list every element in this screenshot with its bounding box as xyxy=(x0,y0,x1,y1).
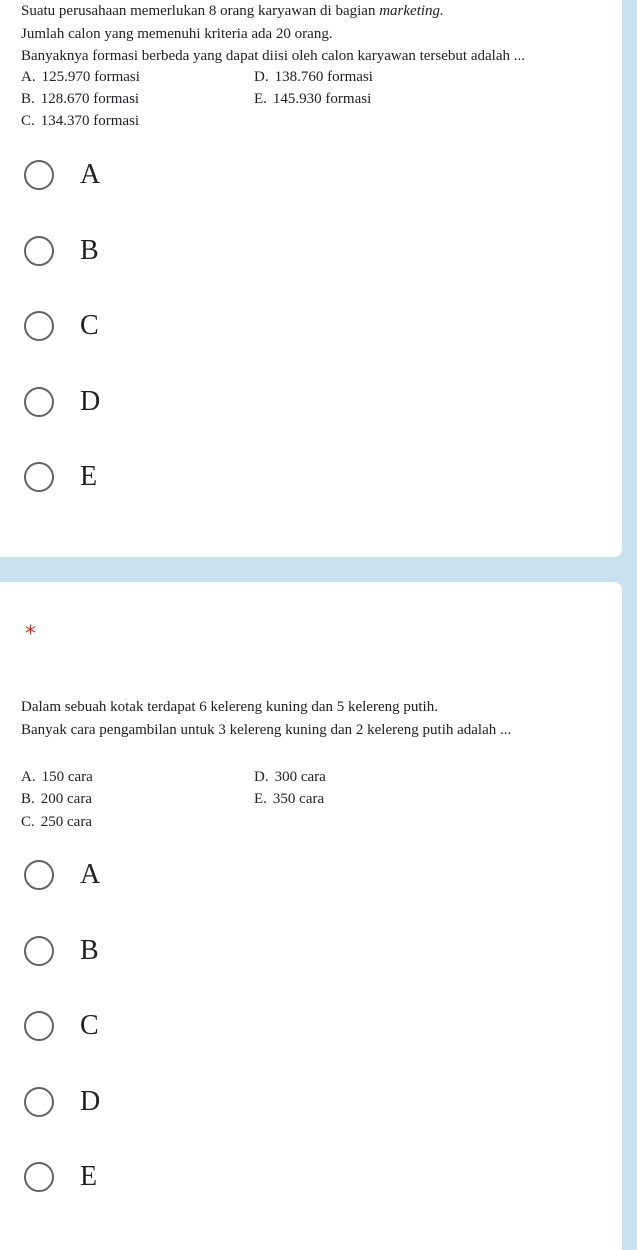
choice-label: E xyxy=(80,1161,98,1192)
choice-label: E xyxy=(80,461,98,492)
question-2-line-2: Banyak cara pengambilan untuk 3 kelereng kuning dan 2 kelereng putih adalah ... xyxy=(21,721,512,738)
choice-label: B xyxy=(80,235,99,266)
choice-label: D xyxy=(80,1086,101,1117)
question-1-line-1: Suatu perusahaan memerlukan 8 orang karyawan di bagian marketing. xyxy=(21,3,444,19)
question-1-choice-d[interactable] xyxy=(24,382,100,422)
radio-button[interactable] xyxy=(24,936,54,966)
question-1-choice-e[interactable] xyxy=(24,457,97,497)
question-2-choice-b[interactable] xyxy=(24,931,99,971)
question-1-option-b-text: B. 128.670 formasi xyxy=(21,91,140,107)
question-2-choice-a[interactable] xyxy=(24,855,100,895)
question-2-text xyxy=(21,696,511,741)
radio-button[interactable] xyxy=(24,387,54,417)
question-1-text xyxy=(21,0,525,68)
question-1-choice-b[interactable] xyxy=(24,231,99,271)
question-2-choice-d[interactable] xyxy=(24,1082,100,1122)
question-2-option-a-text: A. 150 cara xyxy=(21,769,93,785)
question-card-1 xyxy=(0,0,622,557)
question-1-option-d-text: D. 138.760 formasi xyxy=(254,69,373,85)
required-asterisk: * xyxy=(25,622,36,647)
choice-label: C xyxy=(80,1010,99,1041)
question-2-option-e-text: E. 350 cara xyxy=(254,791,325,807)
question-1-option-c-text: C. 134.370 formasi xyxy=(21,113,140,129)
question-2-option-d-text: D. 300 cara xyxy=(254,769,326,785)
radio-button[interactable] xyxy=(24,462,54,492)
question-2-choice-c[interactable] xyxy=(24,1006,99,1046)
radio-button[interactable] xyxy=(24,1011,54,1041)
choice-label: D xyxy=(80,386,101,417)
question-1-choice-a[interactable] xyxy=(24,155,100,195)
question-2-line-1: Dalam sebuah kotak terdapat 6 kelereng kuning dan 5 kelereng putih. xyxy=(21,699,438,715)
question-1-line-3: Banyaknya formasi berbeda yang dapat diisi oleh calon karyawan tersebut adalah ... xyxy=(21,48,525,64)
radio-button[interactable] xyxy=(24,236,54,266)
question-1-option-a-text: A. 125.970 formasi xyxy=(21,69,140,85)
radio-button[interactable] xyxy=(24,1087,54,1117)
radio-button[interactable] xyxy=(24,311,54,341)
radio-button[interactable] xyxy=(24,860,54,890)
radio-button[interactable] xyxy=(24,1162,54,1192)
choice-label: A xyxy=(80,159,101,190)
choice-label: A xyxy=(80,859,101,890)
question-1-option-e-text: E. 145.930 formasi xyxy=(254,91,372,107)
radio-button[interactable] xyxy=(24,160,54,190)
choice-label: B xyxy=(80,935,99,966)
question-1-choice-c[interactable] xyxy=(24,306,99,346)
choice-label: C xyxy=(80,310,99,341)
question-card-2 xyxy=(0,582,622,1250)
question-2-choice-e[interactable] xyxy=(24,1157,97,1197)
question-1-line-2: Jumlah calon yang memenuhi kriteria ada 20 orang. xyxy=(21,25,333,42)
question-2-option-c-text: C. 250 cara xyxy=(21,814,92,830)
question-2-option-b-text: B. 200 cara xyxy=(21,791,92,807)
